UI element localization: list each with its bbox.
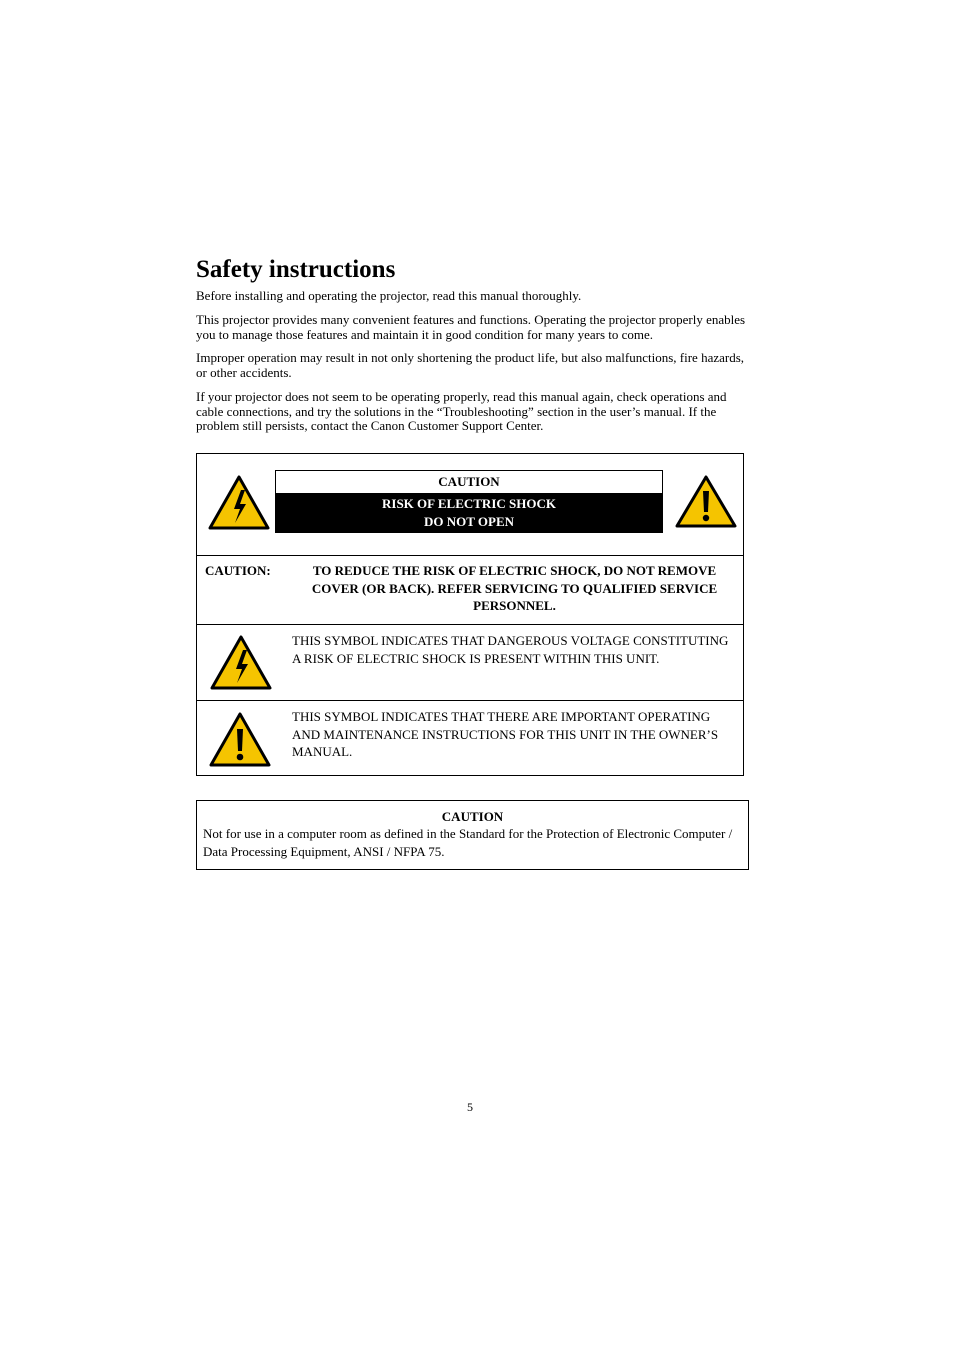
page-number: 5 [467,1100,473,1114]
computer-room-caution-box [196,800,749,870]
voltage-symbol-text: THIS SYMBOL INDICATES THAT DANGEROUS VOLTAGE CONSTITUTING A RISK OF ELECTRIC SHOCK IS PRESENT WITHIN THIS UNIT. [292,633,729,666]
caution-row-label: CAUTION: [205,563,271,578]
instructions-symbol-text: THIS SYMBOL INDICATES THAT THERE ARE IMPORTANT OPERATING AND MAINTENANCE INSTRUCTIONS FOR THIS UNIT IN THE OWNER’S MANUAL. [292,709,719,759]
page-title: Safety instructions [196,256,396,283]
exclamation-warning-icon [674,474,738,530]
exclamation-warning-icon [208,711,272,769]
lightning-warning-icon [207,474,271,532]
intro-paragraph-3: Improper operation may result in not only shortening the product life, but also malfunctions, fire hazards, or other accidents. [196,350,745,380]
row-divider [197,624,743,625]
note-text: Not for use in a computer room as defined in the Standard for the Protection of Electronic Computer / Data Processing Equipment, ANSI / NFPA 75. [203,826,733,859]
warning-label-line-2: DO NOT OPEN [423,514,515,529]
safety-warning-box [196,453,744,776]
warning-label-dark-band [276,493,662,532]
lightning-warning-icon [209,634,273,692]
row-divider [197,555,743,556]
warning-label-caution: CAUTION [276,471,662,492]
intro-paragraph-1: Before installing and operating the projector, read this manual thoroughly. [196,288,582,303]
warning-label [275,470,663,533]
warning-label-line-1: RISK OF ELECTRIC SHOCK [382,496,556,511]
intro-paragraph-2: This projector provides many convenient features and functions. Operating the projector properly enables you to manage those features and maintain it in good condition for many years to come. [196,312,746,342]
note-title: CAUTION [441,809,504,824]
row-divider [197,700,743,701]
caution-row-text: TO REDUCE THE RISK OF ELECTRIC SHOCK, DO NOT REMOVE COVER (OR BACK). REFER SERVICING TO QUALIFIED SERVICE PERSONNEL. [311,563,718,613]
intro-paragraph-4: If your projector does not seem to be operating properly, read this manual again, check operations and cable connections, and try the solutions in the “Troubleshooting” section in the user’s manual. If the problem still persists, contact the Canon Customer Support Center. [196,389,727,434]
